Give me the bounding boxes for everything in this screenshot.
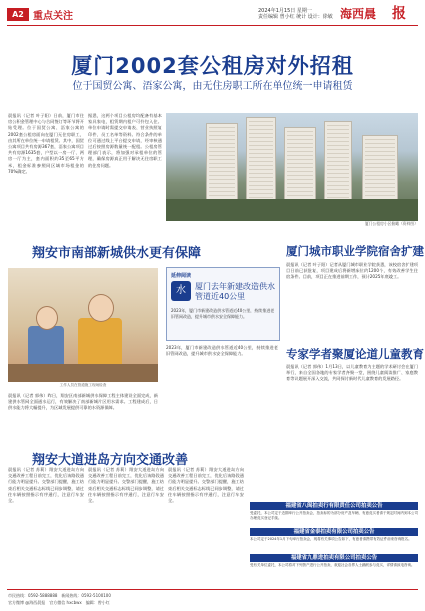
traffic-title: 翔安大道进岛方向交通改善 [32,453,189,468]
xiangan-water-body: 晨报讯（记者 郭伟）昨日，翔安区南部新城供水保障工程主体建设全面完成，新建供水管网全面通水运行，有效解决了南部新城片区用水需求。工程建成后，日供水能力将大幅提升，为区域发展提供可靠的水资源保障。 [8,393,158,411]
masthead-logo: 海西晨 [340,7,377,21]
building-shape [324,121,352,203]
sidebar-title: 厦门去年新建改造供水管道近40公里 [195,282,275,301]
editor-credit: 责任编辑 曾小红 统计 设计：徐敏 [258,14,333,20]
lead-body-col1: 晨报讯（记者 叶子阳）日前，厦门市住房公积金管理中心与合同签订等环节将开始受理。位于国贸公寓、浯家公寓的2002套公租房面向在厦门无住房职工，由其所在单位统一申请租赁。其中，国贸公寓项目共有房源367套，浯家公寓项目共有房源1635套，户型以一房一厅、两房一厅为主，套内面积约35至65平方米，租金标准参照同区域市场租金的70%确定。 [8,113,84,174]
ad-title: 福建省八闽拍卖行有限责任公司拍卖公告 [250,502,418,510]
zhiye-body: 晨报讯（记者 叶子阳）记者从厦门城市职业学院获悉，该校宿舍扩建项目日前已获批复，项目建成后将新增床位约1200个，有效改善学生住宿条件。目前，项目正在推进前期工作，预计2025年底竣工。 [286,262,418,280]
footer-line: 官方微博 @海西晨报 官方微信 hxcbwx 编辑：曾小红 [8,600,110,605]
zhiye-title: 厦门城市职业学院宿舍扩建 [286,244,424,258]
construction-illustration [8,268,158,382]
ad-title: 福建省九鼎进拍卖有限公司拍卖公告 [250,554,418,562]
date-line [258,8,333,20]
ad-body: 受委托，本公司定于近期举行公开拍卖会，拍卖标的为部分房产及车辆，有意竞买者请于规定时间内到本公司办理竞买登记手续。 [250,511,418,520]
lead-headline: 厦门2002套公租房对外招租 [71,54,354,78]
worker-head [36,306,58,330]
traffic-body-col2: 晨报讯（记者 苏莉）翔安大道进岛方向交通改善工程日前完工，优化后该路段通行能力明显提升。交警部门提醒，施工结束后相关交通标志标线已同步调整，请过往车辆按照指示有序通行，注意行车安全。 [88,467,164,504]
sidebar-box [166,267,280,341]
auction-ad [250,554,418,574]
page-header [0,0,425,26]
building-shape [246,117,276,203]
trees-strip [166,199,418,221]
building-shape [206,123,238,203]
page-number: A2 [7,8,29,21]
header-rule [7,25,418,26]
auction-ad [250,502,418,522]
footer-line: 市民热线：0592-5888888 新闻热线：0592-5100100 [8,593,111,598]
issue-date: 2024年1月15日 星期一 [258,8,312,14]
traffic-body-col1: 晨报讯（记者 苏莉）翔安大道进岛方向交通改善工程日前完工，优化后该路段通行能力明显提升。交警部门提醒，施工结束后相关交通标志标线已同步调整，请过往车辆按照指示有序通行，注意行车安全。 [8,467,84,504]
footer-rule [7,589,418,590]
building-shape [362,135,398,203]
photo-caption: 厦门公租房小区俯瞰（资料图） [364,221,418,226]
xiangan-water-title: 翔安市南部新城供水更有保障 [32,246,202,261]
lead-photo [166,113,418,221]
ground-strip [8,364,158,382]
worker-head [88,294,114,322]
xiangan-water-body-cont: 2023年，厦门市新建改造供水管道近40公里，持续推进老旧管网改造，提升城市供水安全保障能力。 [166,345,278,357]
experts-title: 专家学者聚厦论道儿童教育 [286,347,424,361]
water-icon: 水 [171,281,191,301]
lead-body-col2: 据悉，这两个项目公租房均配备有基本家具家电，租赁期内租户可拎包入住。单位申请时需提交申请表、营业执照复印件、员工名单等资料。符合条件的单位可通过线上平台提交申请，经审核通过后按照房源数量统一配租。公租房管理部门表示，将加强对承租单位的管理，确保房源真正用于解决无住房职工的住房问题。 [88,113,162,168]
section-title: 重点关注 [33,11,73,22]
experts-body: 晨报讯（记者 郭伟）1月13日，以儿童教育为主题的学术研讨会在厦门举行，来自全国各地的专家学者齐聚一堂，围绕儿童阅读推广、家庭教育等议题展开深入交流，共同探讨新时代儿童教育的发展路径。 [286,364,418,382]
building-shape [284,127,316,203]
sidebar-text: 2023年，厦门市新建改造供水管道近40公里，持续推进老旧管网改造，提升城市供水安全保障能力。 [171,308,275,319]
auction-ad [250,528,418,548]
sidebar-tag: 延伸阅读 [171,273,192,279]
ad-title: 福建省金泰拍卖有限公司拍卖公告 [250,528,418,536]
traffic-body-col3: 晨报讯（记者 苏莉）翔安大道进岛方向交通改善工程日前完工，优化后该路段通行能力明显提升。交警部门提醒，施工结束后相关交通标志标线已同步调整，请过往车辆按照指示有序通行，注意行车安全。 [168,467,244,504]
ad-body: 本公司定于2024年1月下旬举行拍卖会，现将有关事项公告如下，有意者请携带有效证件前来咨询报名。 [250,537,412,541]
lead-subhead: 位于国贸公寓、浯家公寓，由无住房职工所在单位统一申请租赁 [72,81,353,92]
ad-body: 受有关单位委托，本公司将对下列资产进行公开拍卖，欢迎社会各界人士踊跃参与竞买，详情请致电咨询。 [250,563,415,567]
illustration-caption: 工作人员在管道施工现场检查 [59,383,107,387]
masthead-logo-char: 报 [392,6,406,22]
